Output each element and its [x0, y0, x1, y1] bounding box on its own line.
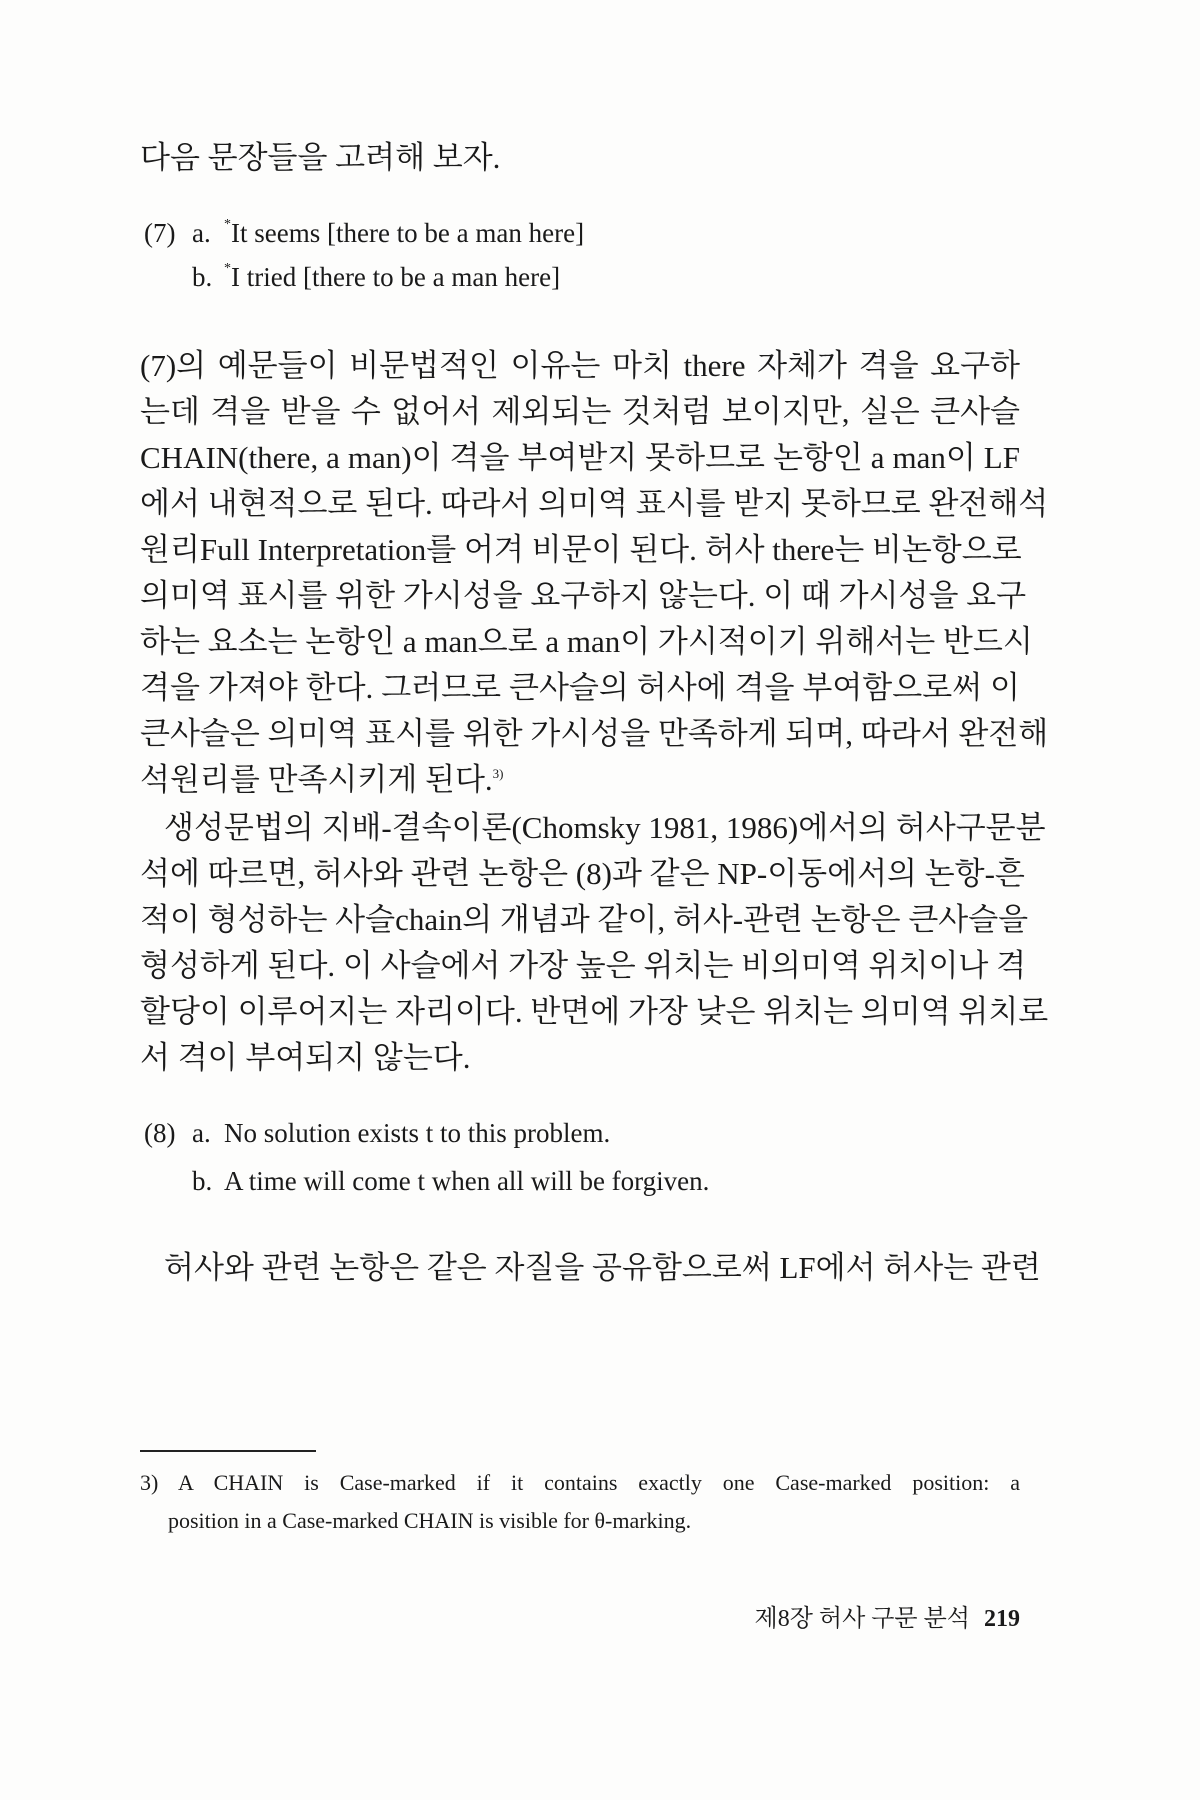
paragraph-line: 큰사슬은 의미역 표시를 위한 가시성을 만족하게 되며, 따라서 완전해 [140, 716, 1049, 751]
paragraph-line: 생성문법의 지배-결속이론(Chomsky 1981, 1986)에서의 허사구문분 [164, 810, 1046, 845]
paragraph-line: 적이 형성하는 사슬chain의 개념과 같이, 허사-관련 논항은 큰사슬을 [140, 902, 1029, 937]
paragraph-line-last: 서 격이 부여되지 않는다. [140, 1040, 471, 1075]
paragraph-line: 할당이 이루어지는 자리이다. 반면에 가장 낮은 위치는 의미역 위치로 [140, 994, 1049, 1029]
example-7b-label: b. [192, 262, 213, 292]
example-8a-text: No solution exists t to this problem. [224, 1118, 611, 1148]
example-8a-label: a. [192, 1118, 211, 1148]
paragraph-1-last-text: 석원리를 만족시키게 된다. [140, 762, 493, 797]
running-footer [755, 1598, 1020, 1633]
paragraph-3-line: 허사와 관련 논항은 같은 자질을 공유함으로써 LF에서 허사는 관련 [164, 1250, 1041, 1285]
paragraph-line: 석에 따르면, 허사와 관련 논항은 (8)과 같은 NP-이동에서의 논항-흔 [140, 856, 1025, 891]
page-number: 219 [984, 1606, 1020, 1632]
paragraph-line: 는데 격을 받을 수 없어서 제외되는 것처럼 보이지만, 실은 큰사슬 [140, 394, 1020, 429]
footnote-line-1: 3) A CHAIN is Case-marked if it contains exactly one Case-marked position: a [140, 1470, 1020, 1495]
footnote-line-2: position in a Case-marked CHAIN is visible for θ-marking. [168, 1508, 692, 1533]
example-7a-sentence [224, 218, 584, 249]
ungrammatical-star: * [224, 217, 231, 232]
example-7a-text: It seems [there to be a man here] [231, 218, 585, 248]
example-8b-label: b. [192, 1166, 213, 1196]
paragraph-line-last [140, 760, 504, 806]
paragraph-line: 원리Full Interpretation를 어겨 비문이 된다. 허사 there는 비논항으로 [140, 532, 1022, 567]
chapter-title: 제8장 허사 구문 분석 [754, 1606, 970, 1632]
example-7b-text: I tried [there to be a man here] [231, 262, 561, 292]
footnote-divider [140, 1450, 316, 1452]
paragraph-line: (7)의 예문들이 비문법적인 이유는 마치 there 자체가 격을 요구하 [140, 348, 1020, 383]
ungrammatical-star: * [224, 261, 231, 276]
footnote-reference[interactable]: 3) [492, 766, 504, 781]
example-7a-label: a. [192, 218, 211, 248]
paragraph-line: CHAIN(there, a man)이 격을 부여받지 못하므로 논항인 a man이 LF [140, 440, 1020, 475]
example-8-number: (8) [144, 1118, 176, 1148]
paragraph-line: 하는 요소는 논항인 a man으로 a man이 가시적이기 위해서는 반드시 [140, 624, 1033, 659]
example-7-number: (7) [144, 218, 176, 248]
example-7b-sentence [224, 262, 560, 293]
intro-sentence: 다음 문장들을 고려해 보자. [140, 140, 501, 175]
paragraph-line: 에서 내현적으로 된다. 따라서 의미역 표시를 받지 못하므로 완전해석 [140, 486, 1049, 521]
paragraph-line: 의미역 표시를 위한 가시성을 요구하지 않는다. 이 때 가시성을 요구 [140, 578, 1027, 613]
example-8b-text: A time will come t when all will be forgiven. [224, 1166, 710, 1196]
paragraph-line: 형성하게 된다. 이 사슬에서 가장 높은 위치는 비의미역 위치이나 격 [140, 948, 1027, 983]
paragraph-line: 격을 가져야 한다. 그러므로 큰사슬의 허사에 격을 부여함으로써 이 [140, 670, 1020, 705]
